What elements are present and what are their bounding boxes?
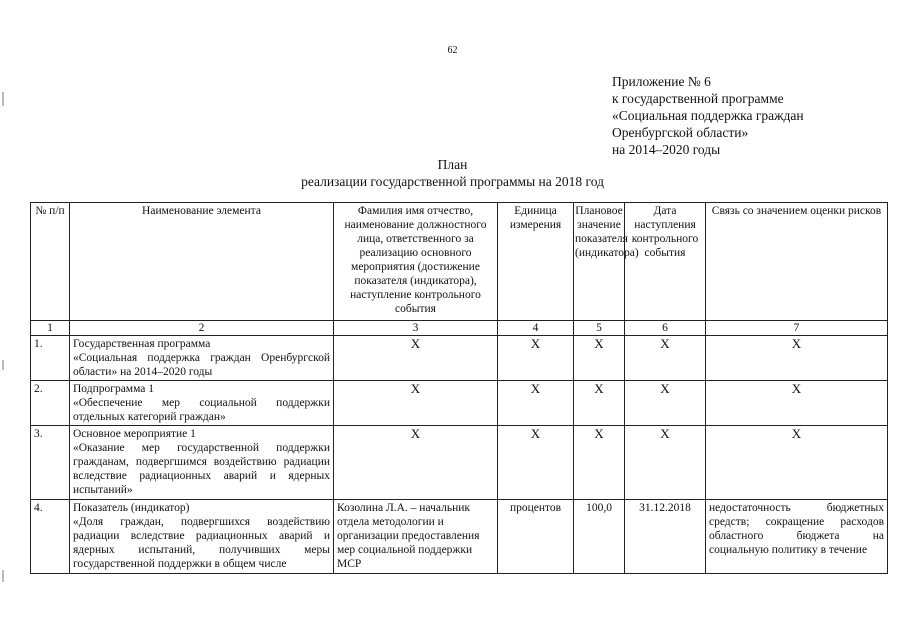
table-row xyxy=(31,426,888,500)
row-risk: Х xyxy=(706,381,888,426)
appendix-line: на 2014–2020 годы xyxy=(612,142,721,157)
header-unit: Единица измерения xyxy=(498,203,574,321)
header-risk: Связь со значением оценки рисков xyxy=(706,203,888,321)
scan-edge-mark xyxy=(2,360,4,370)
row-name xyxy=(70,381,334,426)
row-name xyxy=(70,500,334,574)
row-unit: процентов xyxy=(498,500,574,574)
title-line: реализации государственной программы на 2018 год xyxy=(301,174,604,189)
header-planned: Плановое значение показателя (индикатора) xyxy=(574,203,625,321)
column-number: 2 xyxy=(70,321,334,336)
row-date: Х xyxy=(625,381,706,426)
row-name-text: «Доля граждан, подвергшихся воздействию радиации вследствие радиационных аварий и ядерных испытаний, получивших меры государственной поддержки в общем числе xyxy=(73,516,330,570)
header-date: Дата наступления контрольного события xyxy=(625,203,706,321)
row-unit: Х xyxy=(498,426,574,500)
row-risk: недостаточность бюджетных средств; сокращение расходов областного бюджета на социальную политику в течение xyxy=(706,500,888,574)
row-name-text: «Социальная поддержка граждан Оренбургской области» на 2014–2020 годы xyxy=(73,352,330,378)
header-responsible: Фамилия имя отчество, наименование должностного лица, ответственного за реализацию основного мероприятия (достижение показателя (индикатора), наступление контрольного события xyxy=(334,203,498,321)
row-responsible: Козолина Л.А. – начальник отдела методологии и организации предоставления мер социальной поддержки МСР xyxy=(334,500,498,574)
row-num: 2. xyxy=(31,381,70,426)
row-num: 4. xyxy=(31,500,70,574)
row-name-title: Основное мероприятие 1 xyxy=(73,428,196,440)
header-name: Наименование элемента xyxy=(70,203,334,321)
row-risk: Х xyxy=(706,336,888,381)
header-num: № п/п xyxy=(31,203,70,321)
row-date: Х xyxy=(625,426,706,500)
column-number: 4 xyxy=(498,321,574,336)
row-responsible: Х xyxy=(334,426,498,500)
column-number: 3 xyxy=(334,321,498,336)
table-row xyxy=(31,381,888,426)
row-planned: Х xyxy=(574,336,625,381)
row-name-title: Подпрограмма 1 xyxy=(73,383,155,395)
plan-table xyxy=(30,202,888,574)
row-name xyxy=(70,426,334,500)
row-name-title: Показатель (индикатор) xyxy=(73,502,190,514)
row-planned: 100,0 xyxy=(574,500,625,574)
row-name xyxy=(70,336,334,381)
row-unit: Х xyxy=(498,381,574,426)
row-name-text: «Оказание мер государственной поддержки гражданам, подвергшимся воздействию радиации вследствие радиационных аварий и ядерных испытаний» xyxy=(73,442,330,496)
appendix-line: к государственной программе xyxy=(612,91,784,106)
column-number: 7 xyxy=(706,321,888,336)
row-unit: Х xyxy=(498,336,574,381)
table-row xyxy=(31,500,888,574)
scan-edge-mark xyxy=(2,570,4,582)
column-number: 1 xyxy=(31,321,70,336)
scan-edge-mark xyxy=(2,92,4,106)
row-name-title: Государственная программа xyxy=(73,338,211,350)
row-responsible: Х xyxy=(334,381,498,426)
row-planned: Х xyxy=(574,426,625,500)
row-date: 31.12.2018 xyxy=(625,500,706,574)
row-name-text: «Обеспечение мер социальной поддержки отдельных категорий граждан» xyxy=(73,397,330,423)
header-row xyxy=(31,203,888,321)
appendix-note xyxy=(612,73,804,158)
page-number: 62 xyxy=(447,45,458,56)
row-risk: Х xyxy=(706,426,888,500)
row-num: 3. xyxy=(31,426,70,500)
column-number: 5 xyxy=(574,321,625,336)
appendix-line: Оренбургской области» xyxy=(612,125,749,140)
column-number: 6 xyxy=(625,321,706,336)
appendix-line: Приложение № 6 xyxy=(612,74,711,89)
appendix-line: «Социальная поддержка граждан xyxy=(612,108,804,123)
row-num: 1. xyxy=(31,336,70,381)
row-planned: Х xyxy=(574,381,625,426)
column-number-row xyxy=(31,321,888,336)
row-date: Х xyxy=(625,336,706,381)
document-title xyxy=(0,156,905,190)
row-responsible: Х xyxy=(334,336,498,381)
table-row xyxy=(31,336,888,381)
title-line: План xyxy=(437,157,468,172)
